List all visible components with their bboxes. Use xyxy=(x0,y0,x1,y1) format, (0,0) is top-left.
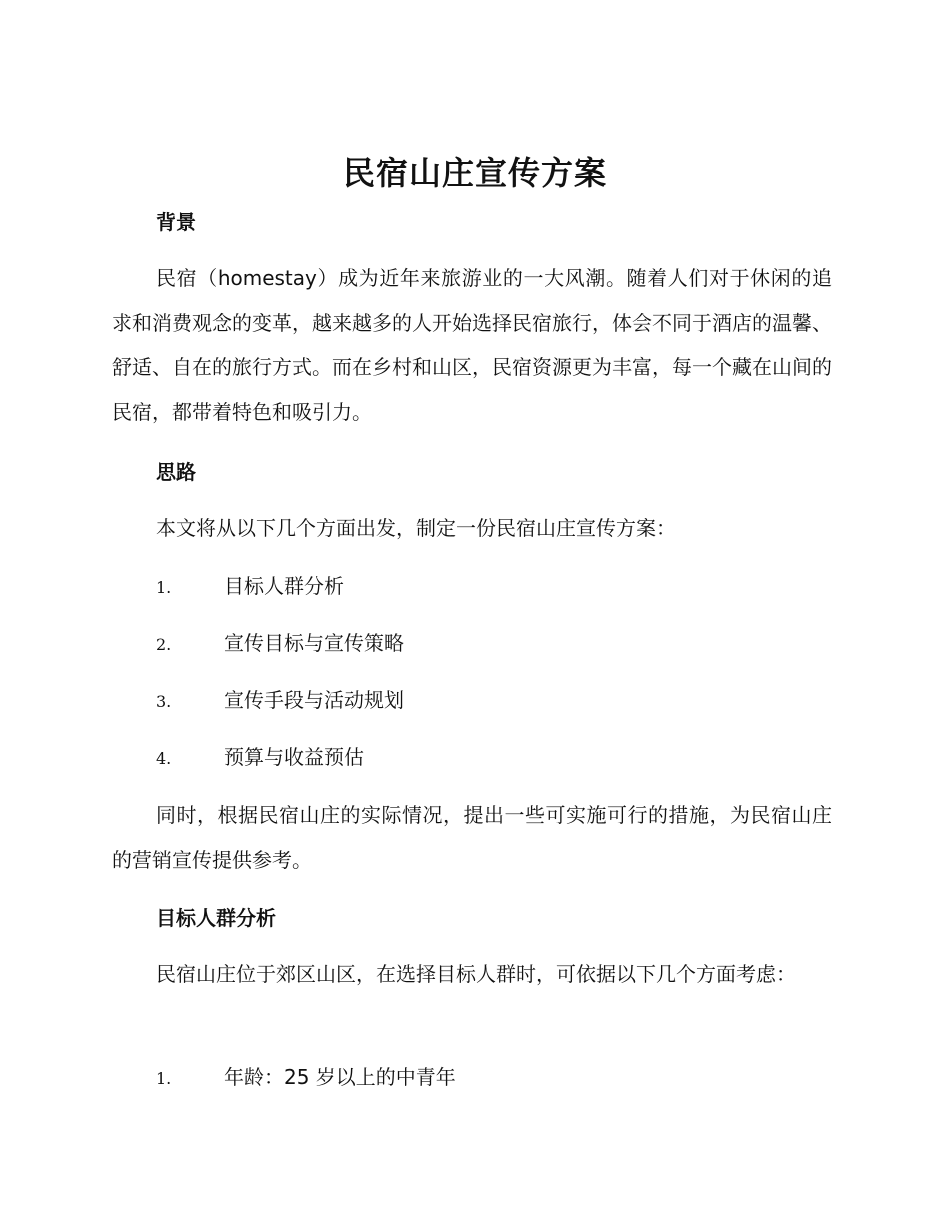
list-item-text: 年龄：25 岁以上的中青年 xyxy=(224,1065,456,1089)
list-item-number: 3. xyxy=(156,692,172,711)
paragraph-target-intro: 民宿山庄位于郊区山区，在选择目标人群时，可依据以下几个方面考虑： xyxy=(156,962,796,986)
list-item-number: 4. xyxy=(156,749,172,768)
list-item xyxy=(156,572,344,602)
paragraph-approach-closing: 同时，根据民宿山庄的实际情况，提出一些可实施可行的措施，为民宿山庄的营销宣传提供参考。 xyxy=(112,803,832,872)
paragraph-background: 民宿（homestay）成为近年来旅游业的一大风潮。随着人们对于休闲的追求和消费观念的变革，越来越多的人开始选择民宿旅行，体会不同于酒店的温馨、舒适、自在的旅行方式。而在乡村和山区，民宿资源更为丰富，每一个藏在山间的民宿，都带着特色和吸引力。 xyxy=(112,266,832,424)
list-item-text: 宣传手段与活动规划 xyxy=(224,688,404,712)
list-item-text: 宣传目标与宣传策略 xyxy=(224,631,404,655)
list-item-number: 2. xyxy=(156,635,172,654)
list-item-number: 1. xyxy=(156,578,172,597)
list-item xyxy=(156,686,404,716)
heading-target: 目标人群分析 xyxy=(156,906,276,930)
document-title: 民宿山庄宣传方案 xyxy=(342,154,607,192)
heading-approach: 思路 xyxy=(156,460,196,484)
heading-background: 背景 xyxy=(156,210,196,234)
list-item-text: 目标人群分析 xyxy=(224,574,344,598)
list-item-text: 预算与收益预估 xyxy=(224,745,364,769)
list-item-number: 1. xyxy=(156,1069,172,1088)
paragraph-approach-intro: 本文将从以下几个方面出发，制定一份民宿山庄宣传方案： xyxy=(156,516,676,540)
list-item xyxy=(156,629,404,659)
list-item xyxy=(156,1063,456,1093)
list-item xyxy=(156,743,364,773)
